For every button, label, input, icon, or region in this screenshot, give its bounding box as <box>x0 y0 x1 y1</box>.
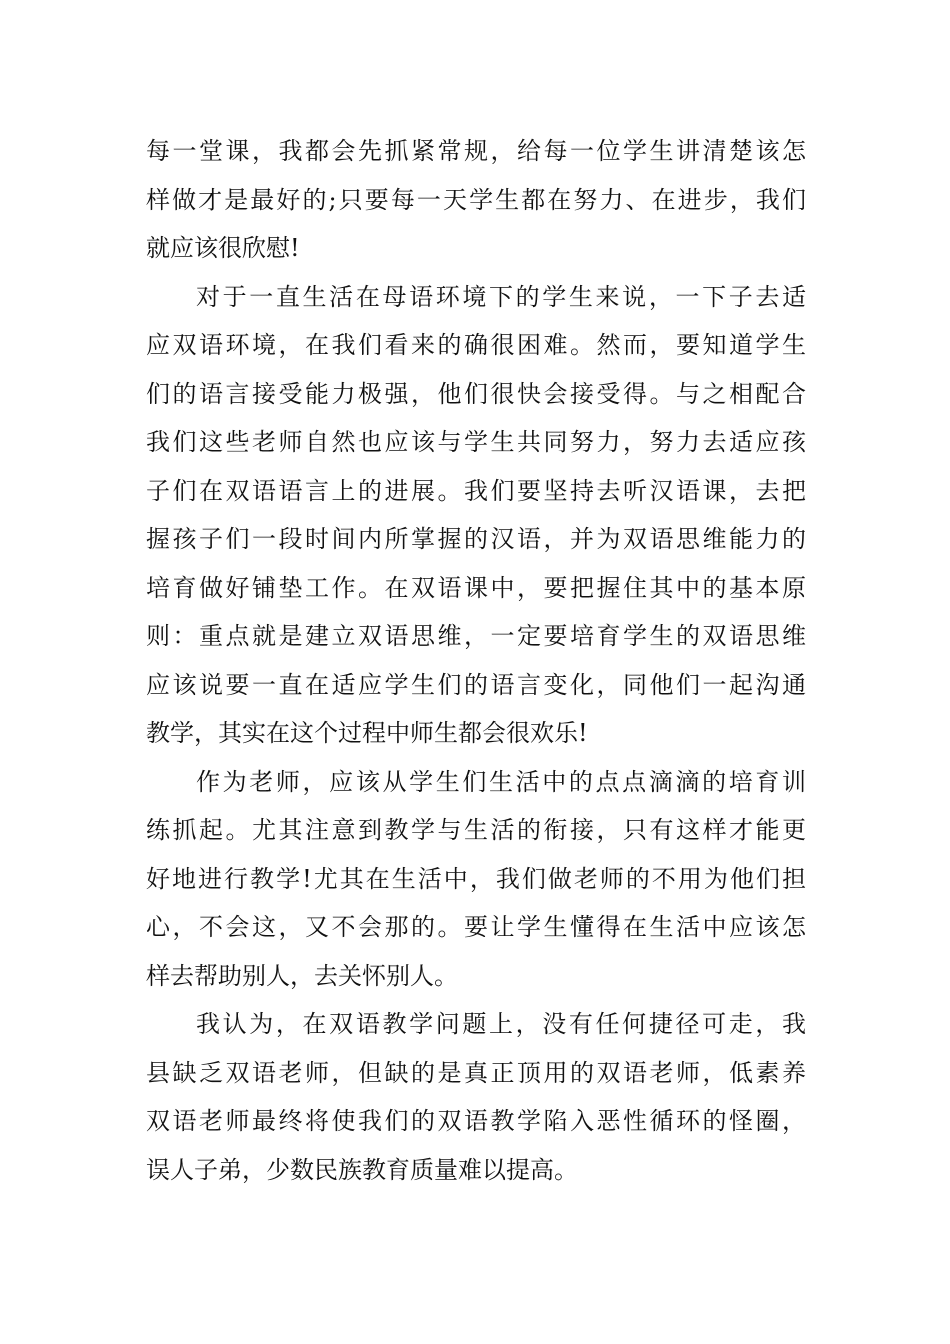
text-line: 们的语言接受能力极强，他们很快会接受得。与之相配合 <box>146 379 806 408</box>
text-line: 我认为，在双语教学问题上，没有任何捷径可走，我 <box>196 1010 806 1038</box>
text-line: 握孩子们一段时间内所掌握的汉语，并为双语思维能力的 <box>146 525 806 553</box>
paragraph-3 <box>146 758 806 1001</box>
text-line: 样做才是最好的;只要每一天学生都在努力、在进步，我们 <box>146 185 806 214</box>
text-line: 应该说要一直在适应学生们的语言变化，同他们一起沟通 <box>146 670 806 699</box>
paragraph-1 <box>146 127 806 273</box>
text-line: 则：重点就是建立双语思维，一定要培育学生的双语思维 <box>146 622 806 650</box>
text-line: 应双语环境，在我们看来的确很困难。然而，要知道学生 <box>146 331 806 359</box>
text-line: 对于一直生活在母语环境下的学生来说，一下子去适 <box>196 282 806 311</box>
text-line: 培育做好铺垫工作。在双语课中，要把握住其中的基本原 <box>146 573 806 602</box>
text-line: 作为老师，应该从学生们生活中的点点滴滴的培育训 <box>196 767 806 796</box>
text-line: 子们在双语语言上的进展。我们要坚持去听汉语课，去把 <box>146 476 806 505</box>
text-line: 练抓起。尤其注意到教学与生活的衔接，只有这样才能更 <box>146 816 806 844</box>
text-line: 样去帮助别人，去关怀别人。 <box>146 961 458 990</box>
text-line: 就应该很欣慰! <box>146 234 300 262</box>
paragraph-2 <box>146 273 806 758</box>
document-body <box>146 127 806 1194</box>
text-line: 好地进行教学!尤其在生活中，我们做老师的不用为他们担 <box>146 864 806 893</box>
text-line: 误人子弟，少数民族教育质量难以提高。 <box>146 1155 578 1184</box>
text-line: 县缺乏双语老师，但缺的是真正顶用的双语老师，低素养 <box>146 1058 806 1087</box>
text-line: 我们这些老师自然也应该与学生共同努力，努力去适应孩 <box>146 428 806 456</box>
text-line: 教学，其实在这个过程中师生都会很欢乐! <box>146 719 588 747</box>
paragraph-4 <box>146 1000 806 1194</box>
text-line: 每一堂课，我都会先抓紧常规，给每一位学生讲清楚该怎 <box>146 137 806 165</box>
text-line: 心，不会这，又不会那的。要让学生懂得在生活中应该怎 <box>146 913 806 941</box>
text-line: 双语老师最终将使我们的双语教学陷入恶性循环的怪圈， <box>146 1107 806 1135</box>
